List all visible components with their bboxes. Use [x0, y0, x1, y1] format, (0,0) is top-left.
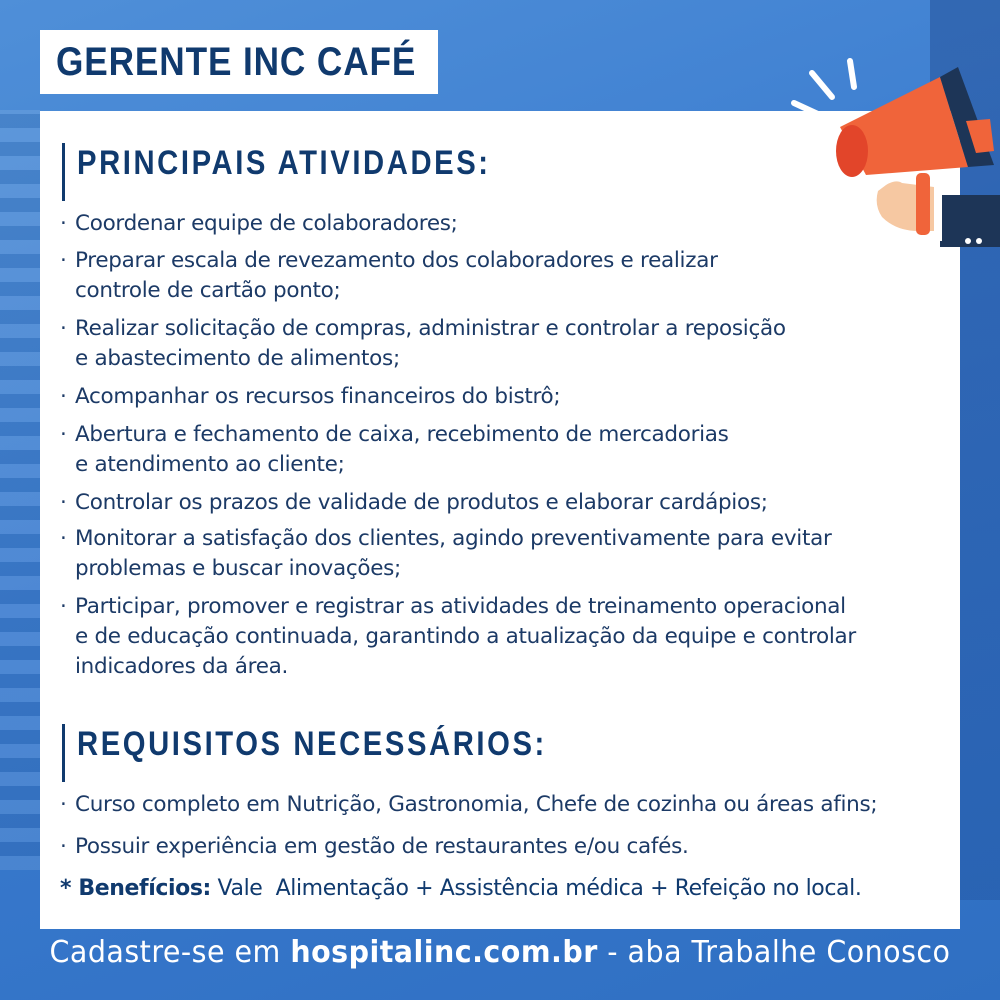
heading-bar: [62, 724, 65, 782]
megaphone-lines: [794, 61, 854, 115]
list-item: · Realizar solicitação de compras, administrar e controlar a reposição e abastecimento de alimentos;: [60, 314, 960, 374]
footer-suffix: - aba Trabalhe Conosco: [597, 935, 951, 970]
benefits-text: Vale Alimentação + Assistência médica + Refeição no local.: [210, 876, 862, 901]
megaphone-icon: [790, 55, 1000, 255]
footer-website-link[interactable]: hospitalinc.com.br: [290, 935, 598, 970]
background-building-left: [0, 110, 40, 870]
heading-text: REQUISITOS NECESSÁRIOS:: [77, 725, 547, 763]
megaphone-mouth: [836, 125, 868, 177]
title-box: [40, 30, 438, 94]
list-item: · Possuir experiência em gestão de restaurantes e/ou cafés.: [60, 832, 960, 862]
page-title: GERENTE INC CAFÉ: [56, 39, 417, 84]
list-item: · Controlar os prazos de validade de produtos e elaborar cardápios;: [60, 488, 960, 518]
list-item: · Abertura e fechamento de caixa, recebimento de mercadorias e atendimento ao cliente;: [60, 420, 960, 480]
list-item: · Monitorar a satisfação dos clientes, agindo preventivamente para evitar problemas e buscar inovações;: [60, 524, 960, 584]
list-item: · Curso completo em Nutrição, Gastronomia, Chefe de cozinha ou áreas afins;: [60, 790, 960, 820]
megaphone-handle: [916, 173, 930, 235]
activities-list: [60, 209, 960, 682]
heading-bar: [62, 143, 65, 201]
footer-cta: [25, 935, 975, 970]
list-item: · Coordenar equipe de colaboradores;: [60, 209, 960, 239]
benefits-label: * Benefícios:: [60, 876, 211, 901]
heading-text: PRINCIPAIS ATIVIDADES:: [77, 144, 491, 182]
list-item: · Preparar escala de revezamento dos colaboradores e realizar controle de cartão ponto;: [60, 246, 960, 306]
section-heading-activities: [62, 143, 558, 201]
requirements-list: [60, 790, 960, 862]
benefits-line: [60, 876, 960, 901]
section-heading-requirements: [62, 724, 623, 782]
footer-prefix: Cadastre-se em: [49, 935, 291, 970]
list-item: · Participar, promover e registrar as atividades de treinamento operacional e de educação continuada, garantindo a atualização da equipe e controlar indicadores da área.: [60, 592, 960, 682]
list-item: · Acompanhar os recursos financeiros do bistrô;: [60, 382, 960, 412]
